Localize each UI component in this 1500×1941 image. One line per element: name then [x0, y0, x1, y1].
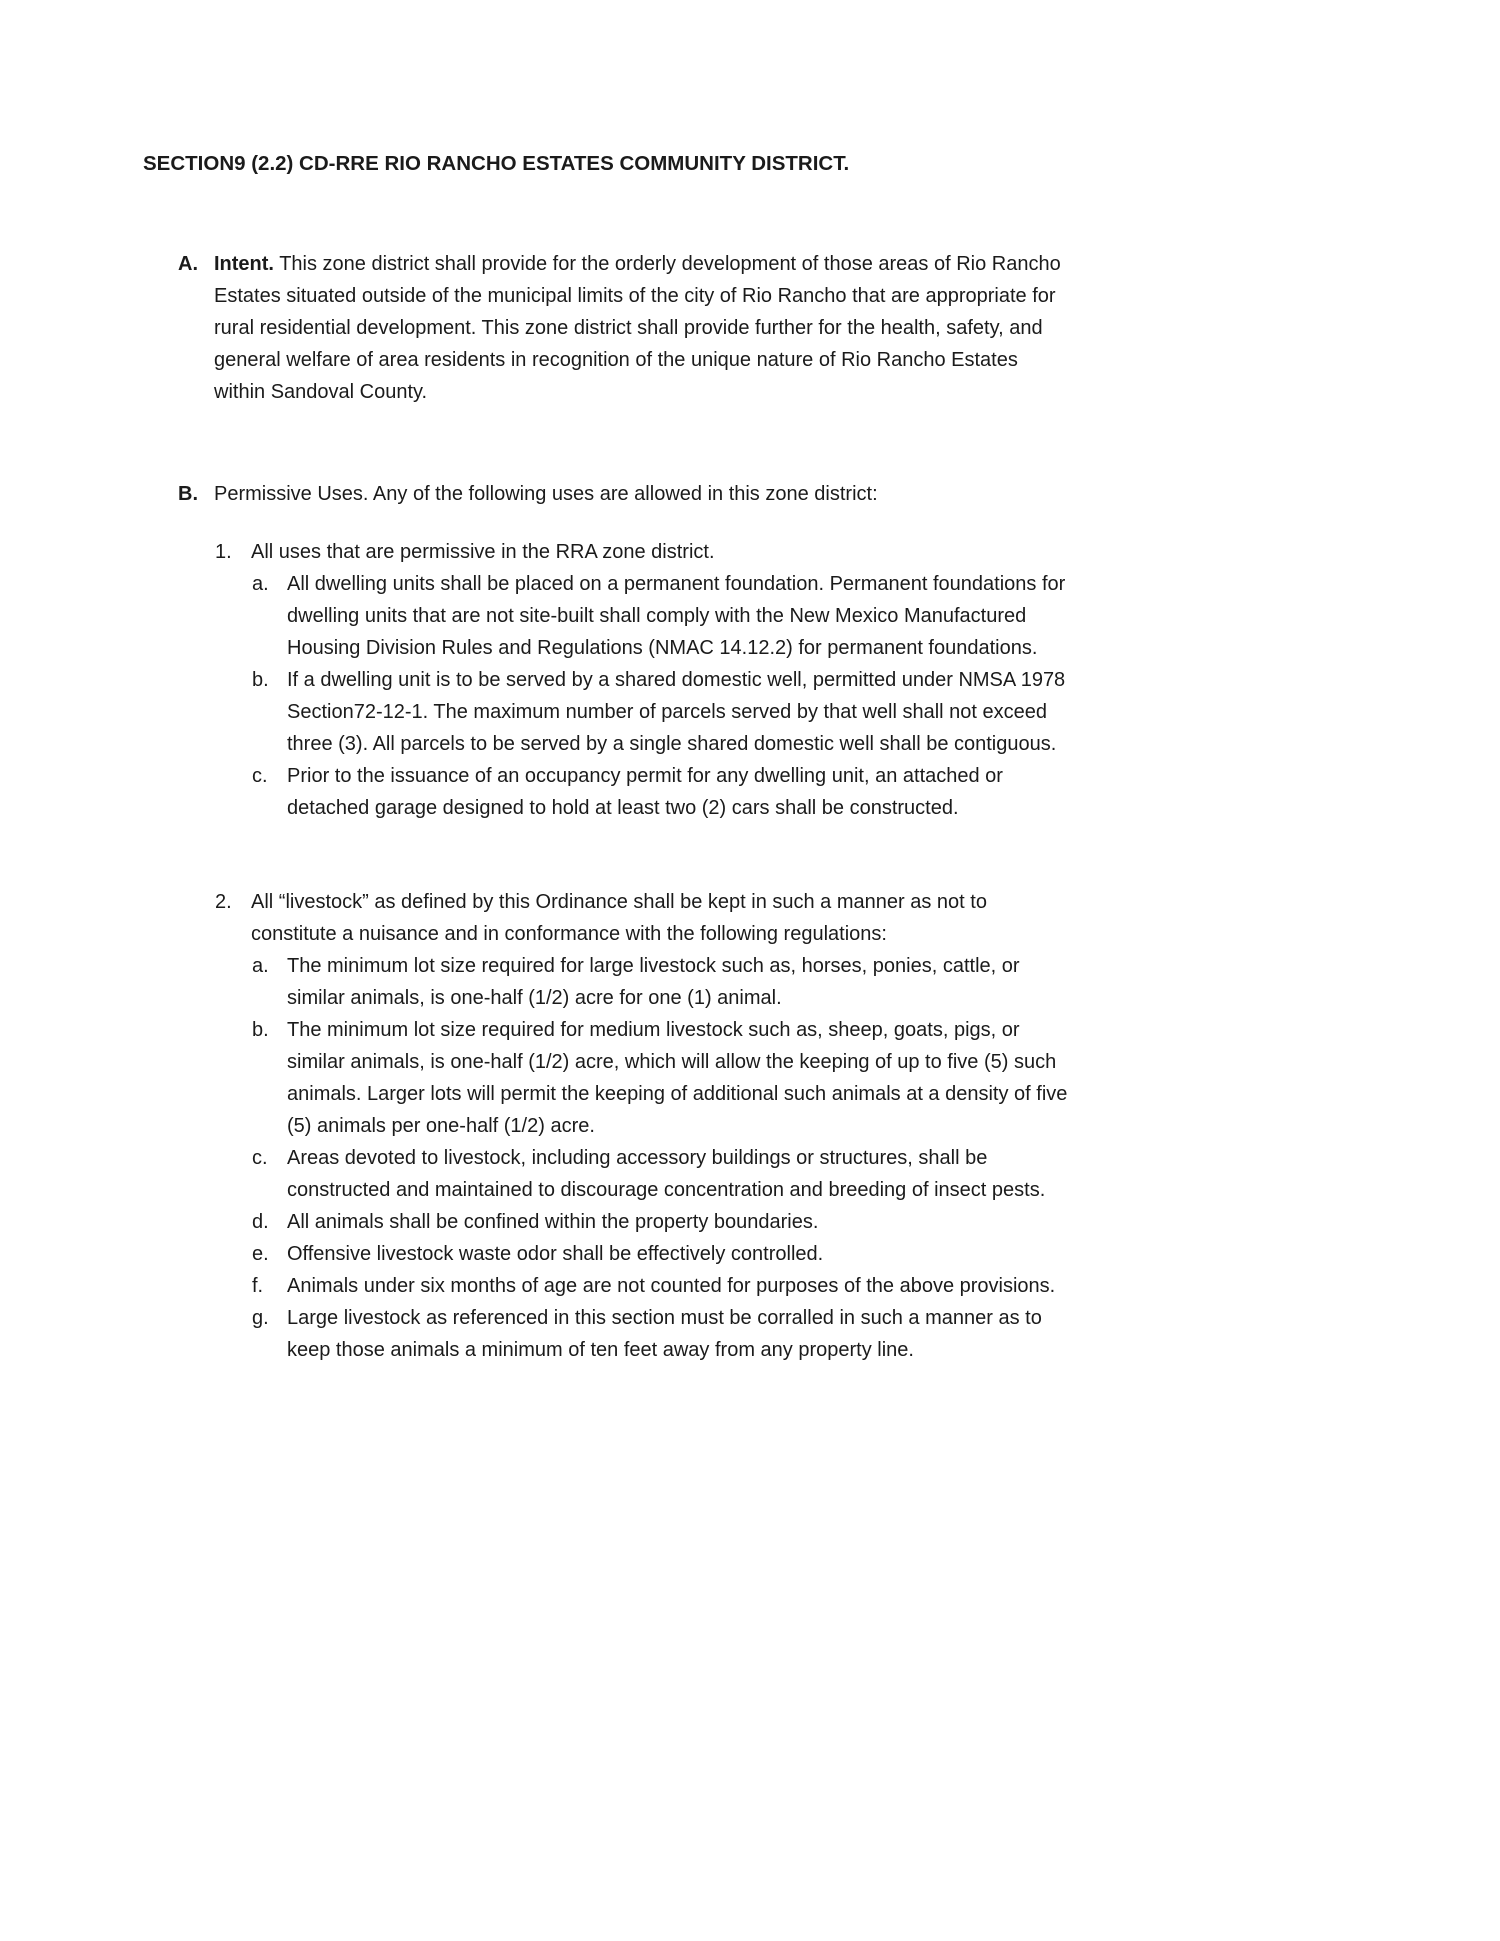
list-item-2-sub-a-letter: a.: [252, 955, 269, 977]
section-a-lead: Intent.: [214, 253, 274, 275]
list-item-1-sub-b-letter: b.: [252, 669, 269, 691]
list-item-2-text: All “livestock” as defined by this Ordinance shall be kept in such a manner as not to constitute a nuisance and in conformance with the following regulations:: [251, 891, 987, 945]
list-item-2-sub-c-text: Areas devoted to livestock, including accessory buildings or structures, shall be constructed and maintained to discourage concentration and breeding of insect pests.: [287, 1147, 1046, 1201]
list-item-2-sub-a-text: The minimum lot size required for large livestock such as, horses, ponies, cattle, or similar animals, is one-half (1/2) acre for one (1) animal.: [287, 955, 1020, 1009]
list-item-2-sub-d-letter: d.: [252, 1211, 269, 1233]
list-item-2-sub-a: [252, 950, 1073, 1014]
list-item-2-sub-e-text: Offensive livestock waste odor shall be effectively controlled.: [287, 1243, 824, 1265]
list-item-2: [215, 886, 1073, 950]
list-item-1-text: All uses that are permissive in the RRA zone district.: [251, 541, 715, 563]
list-item-1-sub-a: [252, 568, 1073, 664]
section-a-paragraph: [214, 248, 1073, 408]
document-content: [143, 148, 1073, 1366]
list-item-1-sub-c-letter: c.: [252, 765, 268, 787]
list-item-2-sub-c: [252, 1142, 1073, 1206]
list-item-2-sub-f-text: Animals under six months of age are not counted for purposes of the above provisions.: [287, 1275, 1056, 1297]
list-item-2-sub-g-letter: g.: [252, 1307, 269, 1329]
section-a-text: This zone district shall provide for the orderly development of those areas of Rio Rancho Estates situated outside of the municipal limits of the city of Rio Rancho that are appropriate for rural residential development. This zone district shall provide further for the health, safety, and general welfare of area residents in recognition of the unique nature of Rio Rancho Estates within Sandoval County.: [214, 253, 1061, 403]
list-item-2-sub-b-text: The minimum lot size required for medium livestock such as, sheep, goats, pigs, or similar animals, is one-half (1/2) acre, which will allow the keeping of up to five (5) such animals. Larger lots will permit the keeping of additional such animals at a density of five (5) animals per one-half (1/2) acre.: [287, 1019, 1068, 1137]
list-item-1: [215, 536, 1073, 568]
list-item-2-sub-f-letter: f.: [252, 1275, 264, 1297]
list-item-2-sub-b: [252, 1014, 1073, 1142]
list-item-2-sub-e: [252, 1238, 1073, 1270]
list-item-2-sub-d-text: All animals shall be confined within the property boundaries.: [287, 1211, 819, 1233]
section-b-text: Permissive Uses. Any of the following uses are allowed in this zone district:: [214, 483, 878, 505]
list-item-1-sub-c: [252, 760, 1073, 824]
list-item-2-sub-c-letter: c.: [252, 1147, 268, 1169]
list-item-1-sub-b: [252, 664, 1073, 760]
section-b: [178, 478, 1073, 510]
section-a: [178, 248, 1073, 408]
list-item-1-number: 1.: [215, 541, 232, 563]
list-item-2-sub-g-text: Large livestock as referenced in this section must be corralled in such a manner as to keep those animals a minimum of ten feet away from any property line.: [287, 1307, 1042, 1361]
list-item-2-sub-e-letter: e.: [252, 1243, 269, 1265]
list-item-1-sub-a-letter: a.: [252, 573, 269, 595]
list-item-2-sub-b-letter: b.: [252, 1019, 269, 1041]
list-item-1-sub-a-text: All dwelling units shall be placed on a permanent foundation. Permanent foundations for dwelling units that are not site-built shall comply with the New Mexico Manufactured Housing Division Rules and Regulations (NMAC 14.12.2) for permanent foundations.: [287, 573, 1066, 659]
list-item-2-number: 2.: [215, 891, 232, 913]
list-item-1-sub-c-text: Prior to the issuance of an occupancy permit for any dwelling unit, an attached or detached garage designed to hold at least two (2) cars shall be constructed.: [287, 765, 1003, 819]
list-item-2-sub-f: [252, 1270, 1073, 1302]
page-title: SECTION9 (2.2) CD-RRE RIO RANCHO ESTATES COMMUNITY DISTRICT.: [143, 152, 850, 175]
list-item-2-sub-d: [252, 1206, 1073, 1238]
section-b-label: B.: [178, 483, 198, 505]
list-item-1-sub-b-text: If a dwelling unit is to be served by a shared domestic well, permitted under NMSA 1978 Section72-12-1. The maximum number of parcels served by that well shall not exceed three (3). All parcels to be served by a single shared domestic well shall be contiguous.: [287, 669, 1066, 755]
section-a-label: A.: [178, 253, 198, 275]
list-item-2-sub-g: [252, 1302, 1073, 1366]
